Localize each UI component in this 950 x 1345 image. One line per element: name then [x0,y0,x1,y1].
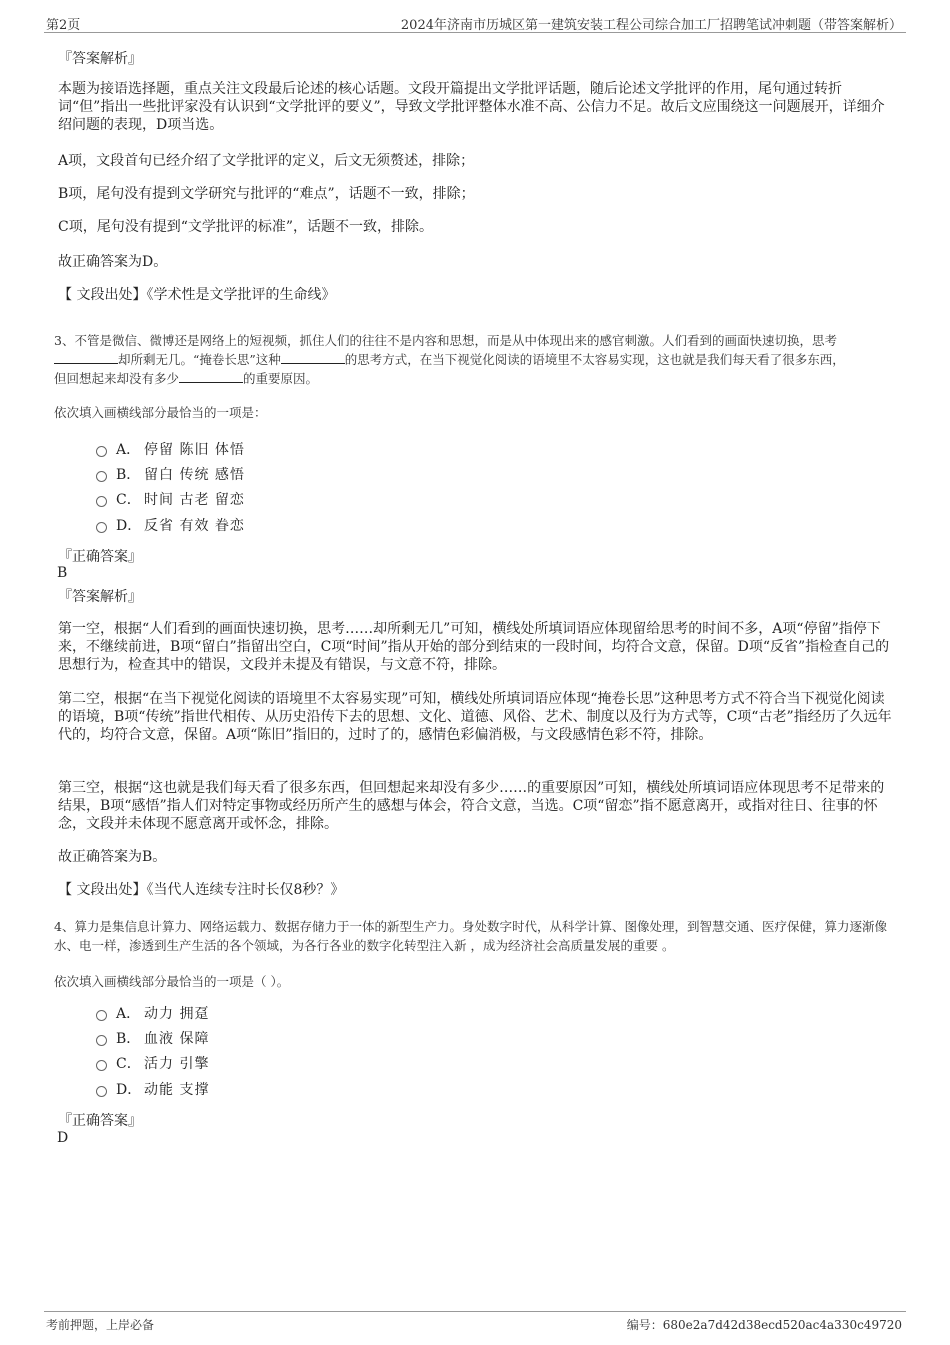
radio-icon[interactable] [96,522,107,533]
analysis-paragraph: 第一空，根据“人们看到的画面快速切换，思考……却所剩无几”可知，横线处所填词语应体现留给思考的时间不多，A项“停留”指停下来，不继续前进，B项“留白”指留出空白，C项“时间”指从开始的部分到结束的一段时间，均符合文意，保留。D项“反省”指检查自己的思想行为，检查其中的错误，文段并未提及有错误，与文意不符，排除。 [58,621,890,673]
question-instruction: 依次填入画横线部分最恰当的一项是： [54,405,267,420]
correct-answer: B [57,565,68,581]
question-stem [54,331,900,388]
analysis-conclusion: 故正确答案为B。 [58,849,167,865]
analysis-paragraph: B项，尾句没有提到文学研究与批评的“难点”，话题不一致，排除； [58,186,475,202]
question-stem-text: 但回想起来却没有多少 [54,371,180,386]
option-label: D． [116,1082,142,1098]
option-text: 动力 拥趸 [144,1006,210,1022]
radio-icon[interactable] [96,496,107,507]
analysis-paragraph: A项，文段首句已经介绍了文学批评的定义，后文无须赘述，排除； [58,153,475,169]
radio-icon[interactable] [96,1035,107,1046]
question-stem-text: 3、不管是微信、微博还是网络上的短视频，抓住人们的往往不是内容和思想，而是从中体现出来的感官刺激。人们看到的画面快速切换，思考 [54,333,837,348]
option-label: B． [116,1031,141,1047]
analysis-paragraph: 第二空，根据“在当下视觉化阅读的语境里不太容易实现”可知，横线处所填词语应体现“掩卷长思”这种思考方式不符合当下视觉化阅读的语境，B项“传统”指世代相传、从历史沿传下去的思想、文化、道德、风俗、艺术、制度以及行为方式等，C项“古老”指经历了久远年代的，均符合文意，保留。A项“陈旧”指旧的，过时了的，感情色彩偏消极，与文段感情色彩不符，排除。 [58,691,892,743]
option-text: 动能 支撑 [144,1082,210,1098]
option-text: 活力 引擎 [144,1056,210,1072]
radio-icon[interactable] [96,1086,107,1097]
page-footer [44,1311,906,1336]
option-text: 时间 古老 留恋 [144,492,245,508]
analysis-paragraph: 本题为接语选择题，重点关注文段最后论述的核心话题。文段开篇提出文学批评话题，随后论述文学批评的作用，尾句通过转折词“但”指出一些批评家没有认识到“文学批评的要义”，导致文学批评整体水准不高、公信力不足。故后文应围绕这一问题展开，详细介绍问题的表现，D项当选。 [58,81,885,133]
analysis-paragraph: 第三空，根据“这也就是我们每天看了很多东西，但回想起来却没有多少……的重要原因”可知，横线处所填词语应体现思考不足带来的结果，B项“感悟”指人们对特定事物或经历所产生的感想与体会，符合文意，当选。C项“留恋”指不愿意离开，或指对往日、往事的怀念，文段并未体现不愿意离开或怀念，排除。 [58,780,885,832]
question-stem-text: 却所剩无几。“掩卷长思”这种 [118,352,281,367]
option-label: B． [116,467,141,483]
radio-icon[interactable] [96,1010,107,1021]
option-label: C． [116,1056,141,1072]
radio-icon[interactable] [96,1060,107,1071]
question-stem: 4、算力是集信息计算力、网络运载力、数据存储力于一体的新型生产力。身处数字时代，从科学计算、图像处理，到智慧交通、医疗保健，算力逐渐像水、电一样，渗透到生产生活的各个领域，为各行各业的数字化转型注入新 ，成为经济社会高质量发展的重要 。 [54,919,887,953]
correct-answer-label: 『正确答案』 [58,1113,142,1129]
source-citation: 【 文段出处】《当代人连续专注时长仅8秒？》 [58,882,345,898]
option-text: 停留 陈旧 体悟 [144,442,245,458]
footer-slogan: 考前押题，上岸必备 [46,1318,155,1332]
option-label: D． [116,518,142,534]
blank-line [281,351,345,364]
blank-line [179,370,243,383]
option-text: 血液 保障 [144,1031,210,1047]
analysis-label: 『答案解析』 [58,51,142,67]
page-header [44,14,906,33]
question-stem-text: 的重要原因。 [243,371,319,386]
option-text: 反省 有效 眷恋 [144,518,245,534]
page-number: 第2页 [46,18,81,33]
option-label: A． [116,442,141,458]
analysis-conclusion: 故正确答案为D。 [58,254,168,270]
analysis-label: 『答案解析』 [58,589,142,605]
document-title: 2024年济南市历城区第一建筑安装工程公司综合加工厂招聘笔试冲刺题（带答案解析） [400,18,902,33]
source-citation: 【 文段出处】《学术性是文学批评的生命线》 [58,287,336,303]
blank-line [54,351,118,364]
question-instruction: 依次填入画横线部分最恰当的一项是（ ）。 [54,974,290,989]
radio-icon[interactable] [96,446,107,457]
document-id: 编号：680e2a7d42d38ecd520ac4a330c49720 [626,1318,902,1332]
radio-icon[interactable] [96,471,107,482]
analysis-paragraph: C项，尾句没有提到“文学批评的标准”，话题不一致，排除。 [58,219,434,235]
correct-answer: D [57,1130,69,1146]
option-text: 留白 传统 感悟 [144,467,245,483]
option-label: A． [116,1006,141,1022]
option-label: C． [116,492,141,508]
question-stem-text: 的思考方式，在当下视觉化阅读的语境里不太容易实现，这也就是我们每天看了很多东西， [344,352,845,367]
correct-answer-label: 『正确答案』 [58,549,142,565]
